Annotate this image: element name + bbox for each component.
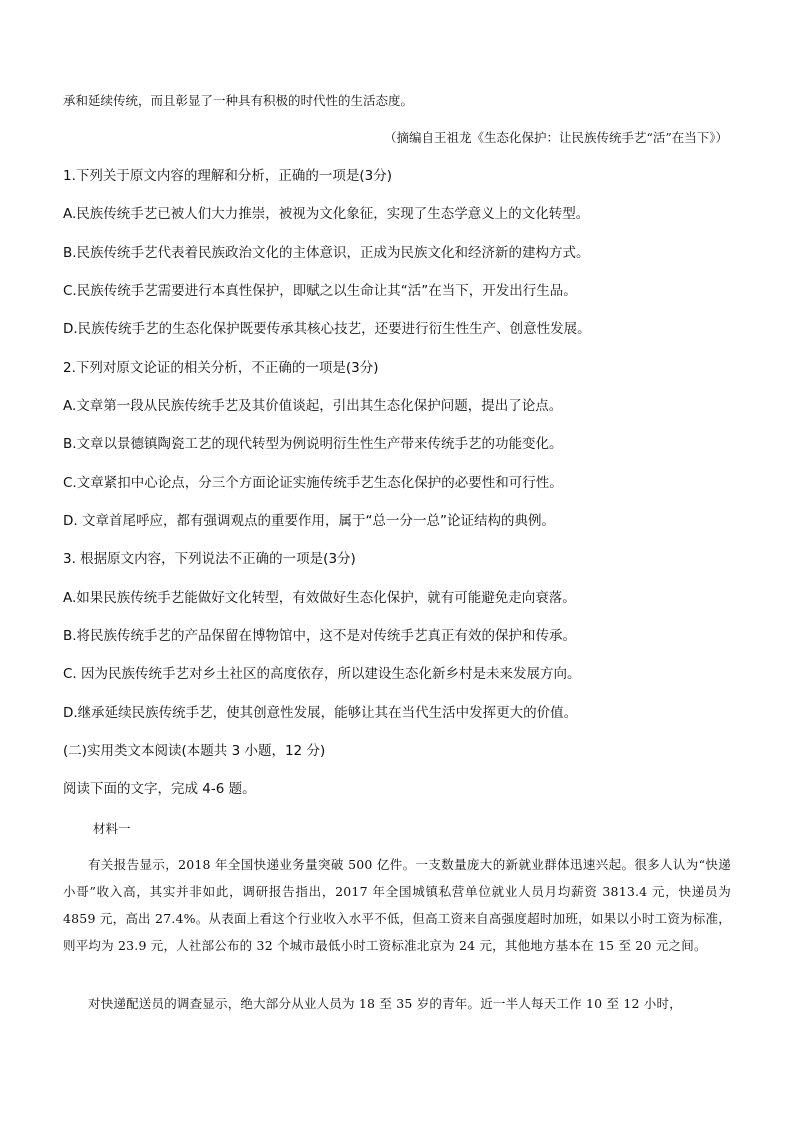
question-3-stem: 3. 根据原文内容，下列说法不正确的一项是(3分) [63, 551, 356, 567]
question-1-option-c: C.民族传统手艺需要进行本真性保护，即赋之以生命让其“活”在当下，开发出行生品。 [63, 283, 577, 299]
question-2-option-a: A.文章第一段从民族传统手艺及其价值谈起，引出其生态化保护问题，提出了论点。 [63, 398, 563, 414]
question-3-option-b: B.将民族传统手艺的产品保留在博物馆中，这不是对传统手艺真正有效的保护和传承。 [63, 628, 577, 644]
question-3-option-a: A.如果民族传统手艺能做好文化转型，有效做好生态化保护，就有可能避免走向衰落。 [63, 590, 576, 606]
question-1-option-b: B.民族传统手艺代表着民族政治文化的主体意识，正成为民族文化和经济新的建构方式。 [63, 245, 590, 261]
material-label: 材料一 [93, 821, 131, 836]
question-3-option-d: D.继承延续民族传统手艺，使其创意性发展，能够让其在当代生活中发挥更大的价值。 [63, 705, 578, 721]
question-2-option-c: C.文章紧扣中心论点，分三个方面论证实施传统手艺生态化保护的必要性和可行性。 [63, 475, 563, 491]
question-2-option-d: D. 文章首尾呼应，都有强调观点的重要作用，属于“总一分一总”论证结构的典例。 [63, 513, 555, 529]
question-1-option-a: A.民族传统手艺已被人们大力推崇，被视为文化象征，实现了生态学意义上的文化转型。 [63, 206, 590, 222]
passage-tail-text: 承和延续传统，而且彰显了一种具有积极的时代性的生活态度。 [63, 93, 414, 108]
question-1-stem: 1.下列关于原文内容的理解和分析，正确的一项是(3分) [63, 168, 393, 184]
source-citation: （摘编自王祖龙《生态化保护：让民族传统手艺“活”在当下》） [383, 130, 728, 145]
question-2-option-b: B.文章以景德镇陶瓷工艺的现代转型为例说明衍生性生产带来传统手艺的功能变化。 [63, 436, 563, 452]
section-2-heading: (二)实用类文本阅读(本题共 3 小题，12 分) [63, 743, 326, 759]
section-2-instruction: 阅读下面的文字，完成 4-6 题。 [63, 781, 256, 797]
question-3-option-c: C. 因为民族传统手艺对乡土社区的高度依存，所以建设生态化新乡村是未来发展方向。 [63, 666, 581, 682]
question-1-option-d: D.民族传统手艺的生态化保护既要传承其核心技艺，还要进行衍生性生产、创意性发展。 [63, 321, 591, 337]
question-2-stem: 2.下列对原文论证的相关分析，不正确的一项是(3分) [63, 360, 379, 376]
material-paragraph-1: 有关报告显示，2018 年全国快递业务量突破 500 亿件。一支数量庞大的新就业群体迅速兴起。很多人认为“快递小哥”收入高，其实并非如此，调研报告指出，2017 年全国城镇私营单位就业人员月均薪资 3813.4 元，快递员为 4859 元，高出 27.4%。从表面上看这个行业收入水平不低，但高工资来自高强度超时加班，如果以小时工资为标准，则平均为 23.9 元，人社部公布的 32 个城市最低小时工资标准北京为 24 元，其他地方基本在 15 至 20 元之间。 [63, 857, 731, 953]
material-paragraph-2: 对快递配送员的调查显示，绝大部分从业人员为 18 至 35 岁的青年。近一半人每天工作 10 至 12 小时， [88, 996, 682, 1011]
